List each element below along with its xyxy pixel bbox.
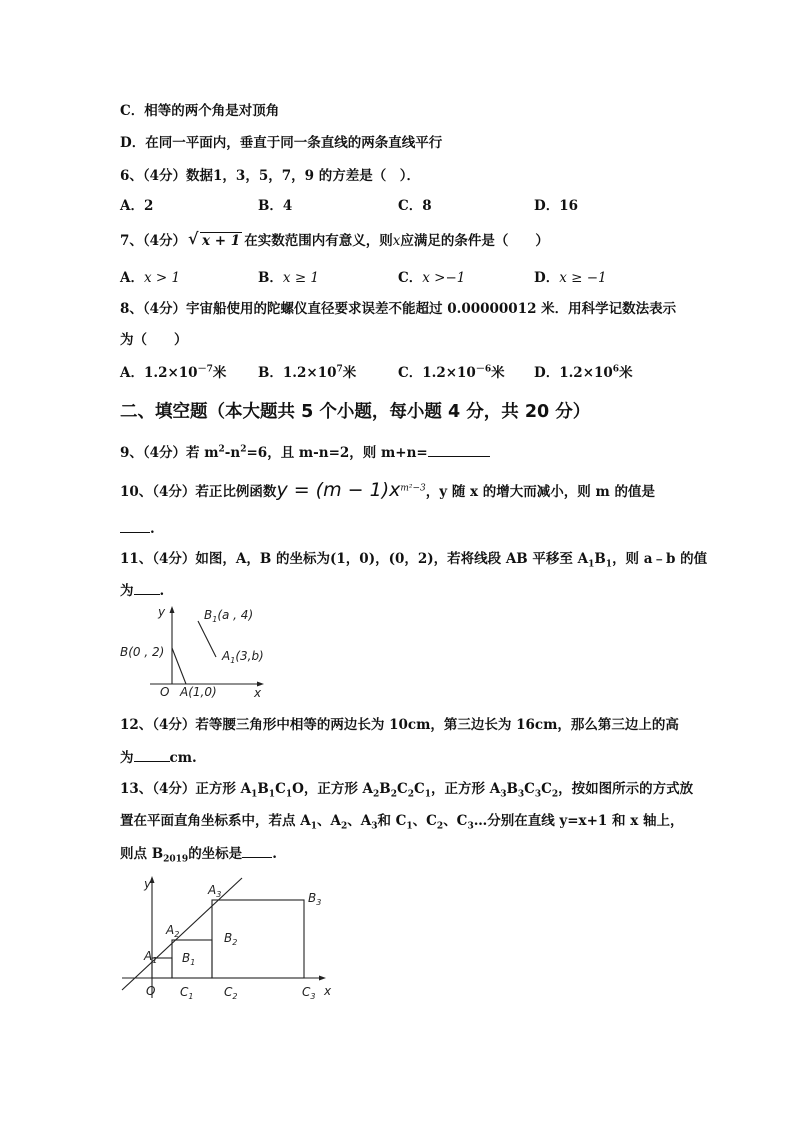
q13-t19: C — [524, 781, 535, 797]
q13-b2-label — [224, 931, 237, 947]
q7-option-b-letter: B． — [258, 270, 283, 286]
q11-answer-blank[interactable] — [134, 580, 160, 595]
q13-stem-line3 — [120, 843, 277, 864]
q13-stem-line2 — [120, 811, 683, 831]
q11-mid: B — [594, 551, 606, 567]
q13-b1-letter: B — [182, 951, 191, 965]
q8-option-b-unit: 米 — [342, 365, 357, 381]
q11-origin-label: O — [160, 685, 170, 699]
q13-v1: 则点 B — [120, 846, 164, 862]
q11-answer-line — [120, 580, 164, 601]
q13-u1: 置在平面直角坐标系中，若点 A — [120, 813, 311, 829]
q7-option-d-letter: D． — [534, 270, 560, 286]
q13-a2-letter: A — [166, 923, 175, 937]
q11-a1-coord: (3,b) — [235, 649, 264, 663]
q13-t4: 1 — [268, 789, 276, 800]
q11-x-label: x — [254, 686, 262, 700]
q13-u8: 1 — [406, 821, 413, 832]
q13-u11: 、C — [443, 813, 468, 829]
q12-unit: cm. — [169, 750, 197, 766]
q7-option-a — [120, 268, 180, 288]
q11-segment-a1b1 — [198, 621, 216, 657]
q13-t23: ，按如图所示的方式放 — [558, 781, 694, 797]
q8-option-d — [534, 363, 633, 383]
q11-figure — [114, 600, 294, 704]
q8-option-c-exp: －6 — [475, 364, 492, 375]
q10-post: ，y 随 x 的增大而减小，则 m 的值是 — [425, 484, 655, 500]
q8-option-a-unit: 米 — [212, 365, 227, 381]
q11-point-b-label: B(0 , 2) — [120, 645, 165, 659]
q11-line1: 11、（4分）如图，A，B 的坐标为(1，0)，(0，2)，若将线段 AB 平移至 A — [120, 551, 589, 567]
q13-u4: 2 — [340, 821, 348, 832]
q13-b3-label — [308, 891, 321, 907]
q12-stem: 12、（4分）若等腰三角形中相等的两边长为 10cm，第三边长为 16cm，那么第三边上的高 — [120, 717, 679, 733]
q13-t15: ，正方形 A — [431, 781, 501, 797]
q13-t17: B — [506, 781, 518, 797]
q12-answer-line — [120, 747, 197, 768]
q5-option-c: C．相等的两个角是对顶角 — [120, 103, 280, 119]
q13-t16: 3 — [500, 789, 507, 800]
q6-option-c: C．8 — [398, 198, 432, 214]
q13-t20: 3 — [534, 789, 542, 800]
q11-segment-ab — [172, 648, 186, 684]
q13-u10: 2 — [436, 821, 444, 832]
q8-option-d-exp: 6 — [612, 364, 620, 375]
q13-b2-num: 2 — [232, 938, 238, 947]
q13-u12: 3 — [467, 821, 474, 832]
q11-line2: 为 — [120, 583, 134, 599]
q13-v2: 2019 — [163, 854, 189, 865]
q13-c3-label — [302, 985, 315, 1001]
q13-b2-letter: B — [224, 931, 233, 945]
q10-answer-line — [120, 518, 155, 539]
section-2-heading: 二、填空题（本大题共 5 个小题，每小题 4 分，共 20 分） — [120, 402, 591, 422]
q7-option-d — [534, 268, 607, 288]
q13-t7: O，正方形 A — [292, 781, 374, 797]
q9-sup2: 2 — [240, 444, 247, 455]
q8-option-a-exp: －7 — [197, 364, 213, 375]
y-axis-arrow-icon — [170, 606, 175, 613]
q13-t11: C — [396, 781, 408, 797]
q13-t9: B — [379, 781, 391, 797]
q9-post: =6，且 m-n=2，则 m+n= — [246, 445, 428, 461]
q6-option-b: B．4 — [258, 198, 293, 214]
q6-option-d: D．16 — [534, 198, 578, 214]
q13-a1-letter: A — [144, 949, 153, 963]
q13-t5: C — [275, 781, 286, 797]
q8-option-c-unit: 米 — [491, 365, 505, 381]
q13-c1-letter: C — [180, 985, 189, 999]
q13-stem-line1 — [120, 779, 693, 799]
q7-text-mid: 在实数范围内有意义，则 — [244, 233, 393, 249]
q13-v3: 的坐标是 — [188, 846, 243, 862]
q13-c2-num: 2 — [232, 992, 238, 1001]
q13-c1-num: 1 — [188, 992, 194, 1001]
q13-v4: . — [272, 846, 277, 862]
q11-sub2: 1 — [605, 559, 613, 570]
q10-exponent: m²−3 — [400, 483, 426, 494]
q9-answer-blank[interactable] — [428, 442, 490, 457]
q13-a3-num: 3 — [216, 890, 222, 899]
q13-origin-label: O — [146, 984, 156, 998]
q11-a1-sub: 1 — [230, 656, 236, 665]
q11-sub1: 1 — [588, 559, 595, 570]
q13-c3-num: 3 — [310, 992, 316, 1001]
q6-stem: 6、（4分）数据1，3，5，7，9 的方差是（ ）． — [120, 168, 420, 184]
q7-option-b-expr: x ≥ 1 — [282, 270, 320, 286]
q7-option-d-expr: x ≥ −1 — [559, 270, 607, 286]
q7-option-b — [258, 268, 319, 288]
q7-option-a-letter: A． — [120, 270, 144, 286]
q13-t14: 1 — [424, 789, 431, 800]
q10-pre: 10、（4分）若正比例函数 — [120, 484, 277, 500]
q13-c2-letter: C — [224, 985, 233, 999]
q13-a3-label — [207, 883, 221, 899]
q13-t8: 2 — [373, 789, 380, 800]
q11-point-a1-label — [221, 649, 264, 665]
q13-b3-num: 3 — [316, 898, 322, 907]
q13-u5: 、A — [347, 813, 372, 829]
q13-t10: 2 — [390, 789, 397, 800]
q13-x-label: x — [324, 984, 332, 998]
q11-y-label: y — [158, 605, 166, 619]
q13-t21: C — [541, 781, 552, 797]
q8-stem-2: 为（ ） — [120, 332, 188, 348]
q6-option-a: A．2 — [120, 198, 154, 214]
sqrt-icon: √ — [188, 229, 199, 248]
q8-stem: 8、（4分）宇宙船使用的陀螺仪直径要求误差不能超过 0.00000012 米．用科学记数法表示 — [120, 301, 677, 317]
q13-u7: 和 C — [377, 813, 407, 829]
q7-var: x — [392, 233, 401, 249]
q13-answer-blank[interactable] — [242, 843, 272, 858]
q11-b1-coord: (a , 4) — [217, 608, 254, 622]
q11-tail: ，则 a﹣b 的值 — [612, 551, 708, 567]
q7-option-c-letter: C． — [398, 270, 423, 286]
q12-answer-blank[interactable] — [134, 747, 170, 762]
q7-radical — [188, 231, 242, 251]
q11-stem — [120, 549, 707, 569]
q13-u3: 、A — [316, 813, 341, 829]
q9-pre: 9、（4分）若 m — [120, 445, 219, 461]
q7-number: 7、（4分） — [120, 233, 187, 249]
q13-figure — [116, 872, 342, 1008]
q13-a1-label — [143, 949, 157, 965]
q13-u9: 、C — [412, 813, 437, 829]
x-axis-arrow-icon — [319, 976, 326, 981]
q9-sup1: 2 — [218, 444, 225, 455]
q13-u2: 1 — [310, 821, 317, 832]
q8-option-b — [258, 363, 356, 383]
q8-option-c-base: C．1.2×10 — [398, 365, 476, 381]
q11-point-b1-label — [204, 608, 253, 624]
q13-t13: C — [413, 781, 425, 797]
q11-b1-letter: B — [204, 608, 213, 622]
q13-a3-letter: A — [208, 883, 217, 897]
q11-point-a-label: A(1,0) — [180, 685, 217, 699]
q13-u13: …分别在直线 y=x+1 和 x 轴上， — [473, 813, 684, 829]
q7-option-c-expr: x >−1 — [422, 270, 466, 286]
q8-option-b-base: B．1.2×10 — [258, 365, 337, 381]
q10-answer-blank[interactable] — [120, 518, 150, 533]
q13-a1-num: 1 — [152, 956, 158, 965]
q13-t6: 1 — [285, 789, 293, 800]
q13-t22: 2 — [551, 789, 559, 800]
q8-option-d-base: D．1.2×10 — [534, 365, 613, 381]
q9-stem — [120, 442, 490, 463]
q10-stem — [120, 480, 655, 502]
q10-end: . — [150, 521, 155, 537]
q7-text-end: 应满足的条件是（ ） — [400, 233, 549, 249]
q8-option-b-exp: 7 — [336, 364, 343, 375]
q13-y-label: y — [144, 877, 152, 891]
q13-c1-label — [180, 985, 193, 1001]
q8-option-a — [120, 363, 226, 383]
q7-radicand: x + 1 — [202, 233, 241, 249]
q11-a1-letter: A — [222, 649, 231, 663]
q13-b1-num: 1 — [190, 958, 196, 967]
q13-t2: 1 — [251, 789, 258, 800]
q7-stem — [120, 231, 549, 251]
q13-a2-num: 2 — [174, 930, 180, 939]
q13-c2-label — [224, 985, 237, 1001]
q8-option-a-base: A．1.2×10 — [120, 365, 198, 381]
q7-option-a-expr: x > 1 — [143, 270, 181, 286]
q11-end: . — [159, 583, 165, 599]
q13-b1-label — [182, 951, 195, 967]
q13-t1: 13、（4分）正方形 A — [120, 781, 252, 797]
q13-t18: 3 — [517, 789, 525, 800]
q8-option-d-unit: 米 — [619, 365, 633, 381]
q13-a2-label — [165, 923, 179, 939]
q13-u6: 3 — [371, 821, 378, 832]
q12-line2: 为 — [120, 750, 134, 766]
q13-b3-letter: B — [308, 891, 317, 905]
q8-option-c — [398, 363, 505, 383]
q13-c3-letter: C — [302, 985, 311, 999]
q11-b1-sub: 1 — [212, 615, 218, 624]
q9-mid: -n — [224, 445, 241, 461]
q13-t3: B — [257, 781, 269, 797]
q10-function: y = (m − 1)x — [276, 479, 401, 501]
q13-t12: 2 — [407, 789, 414, 800]
q5-option-d: D．在同一平面内，垂直于同一条直线的两条直线平行 — [120, 135, 443, 151]
q7-option-c — [398, 268, 465, 288]
